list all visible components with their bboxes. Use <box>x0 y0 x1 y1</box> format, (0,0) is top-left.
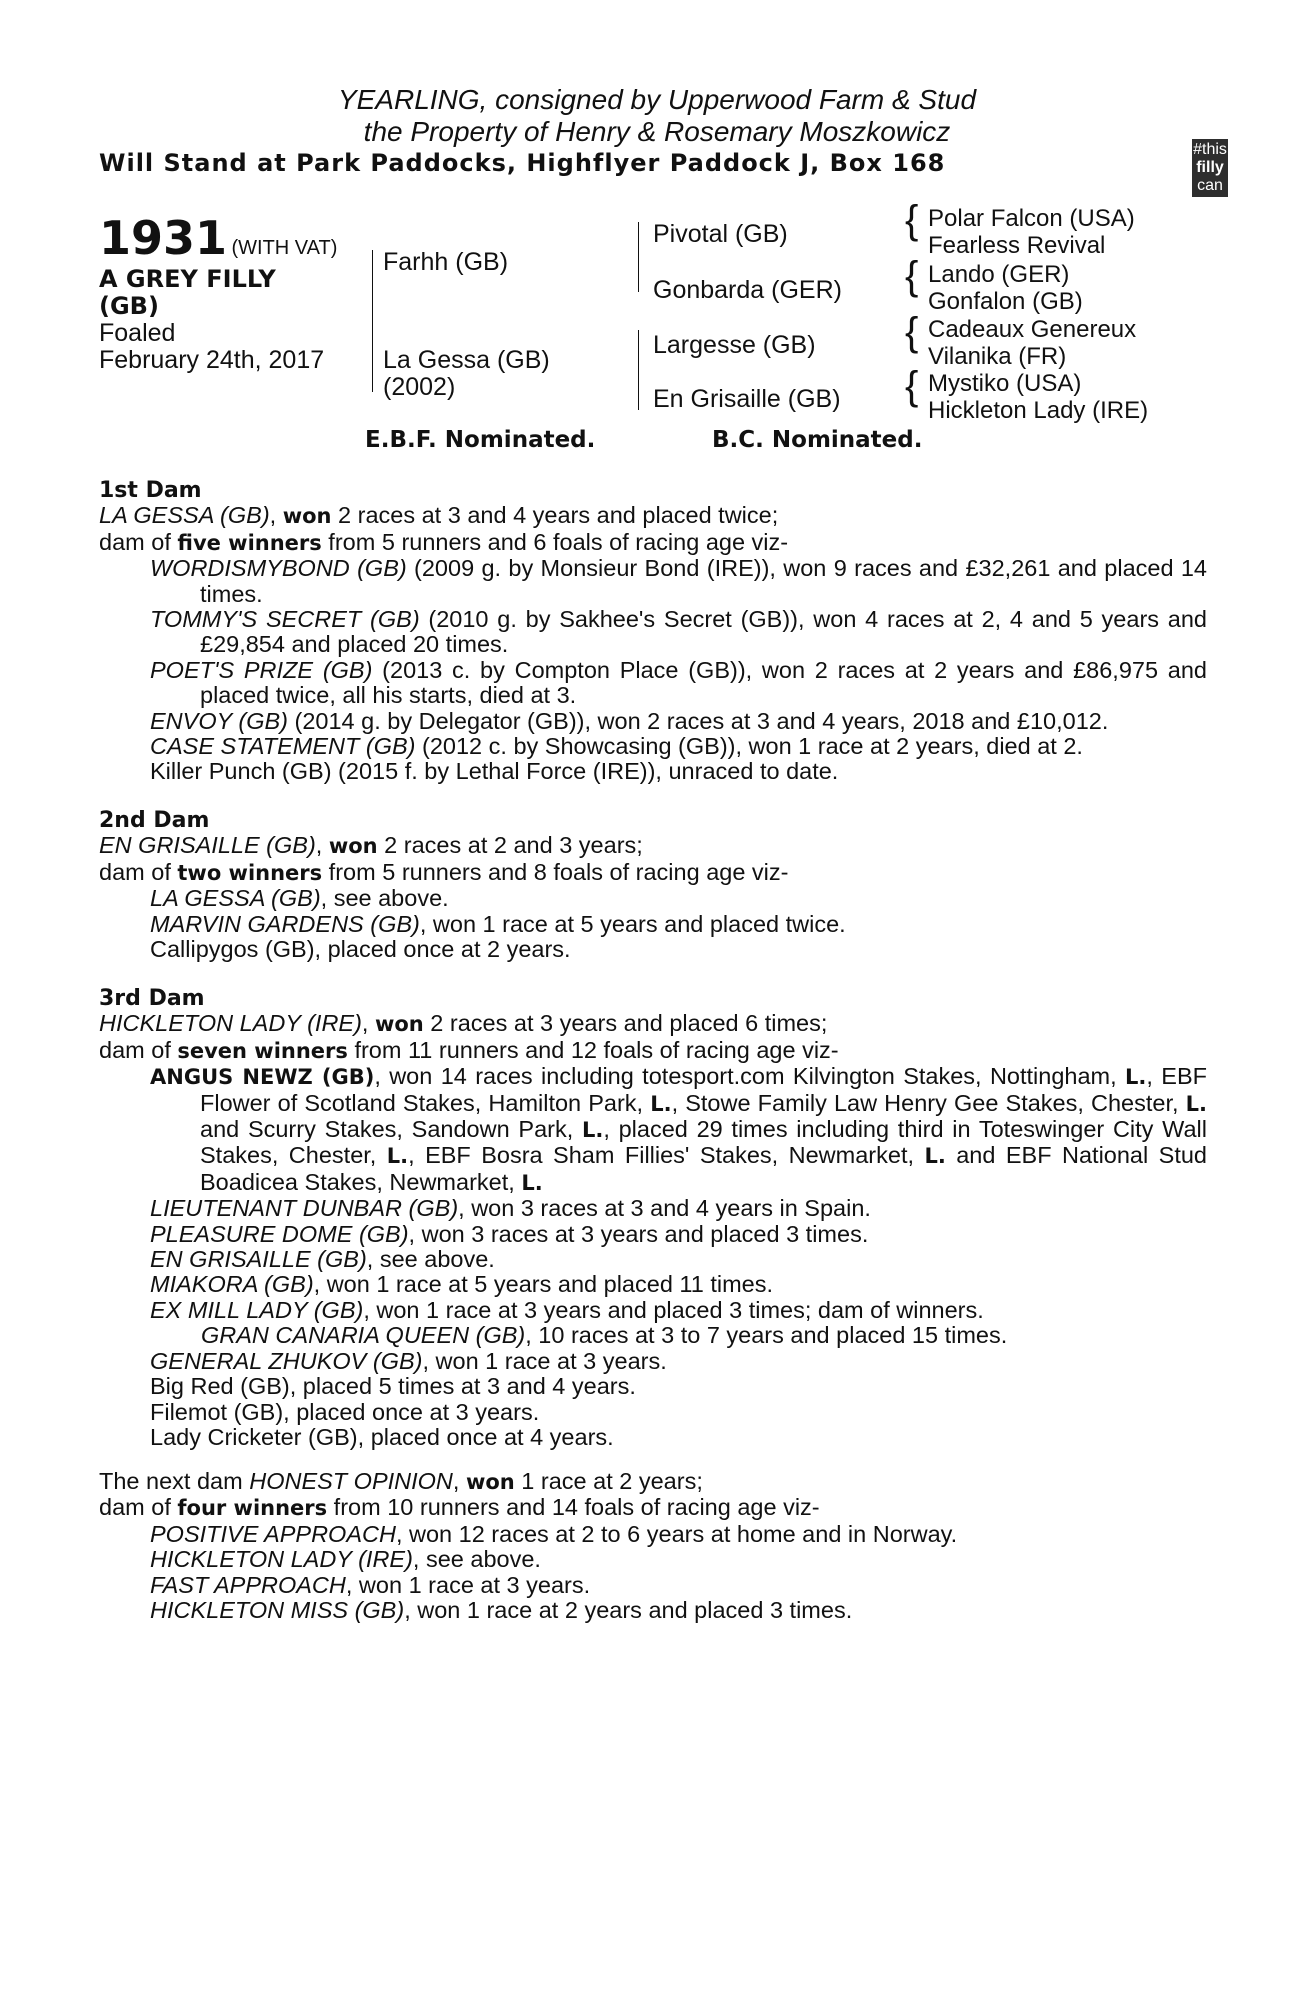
dam-intro: HICKLETON LADY (IRE), won 2 races at 3 years and placed 6 times; <box>99 1010 828 1037</box>
dam-bracket <box>638 330 639 410</box>
progeny-entry: LA GESSA (GB), see above. <box>150 885 449 912</box>
pedigree-sire-sire: Pivotal (GB) <box>653 220 788 248</box>
next-dam-section <box>99 1469 1207 1623</box>
third-dam-section <box>99 986 1207 1450</box>
progeny-entry: WORDISMYBOND (GB) (2009 g. by Monsieur Bond (IRE)), won 9 races and £32,261 and placed 14 times. <box>150 555 1208 607</box>
progeny-entry-black-type: ANGUS NEWZ (GB), won 14 races including totesport.com Kilvington Stakes, Nottingham, L., EBF Flower of Scotland Stakes, Hamilton Park, L., Stowe Family Law Henry Gee Stakes, Chester, L. and Scurry Stakes, Sandown Park, L., placed 29 times including third in Toteswinger City Wall Stakes, Chester, L., EBF Bosra Sham Fillies' Stakes, Newmarket, L. and EBF National Stud Boadicea Stakes, Newmarket, L. <box>150 1063 1208 1195</box>
pedigree-dam-sire: Largesse (GB) <box>653 331 816 359</box>
sire-bracket <box>638 222 639 292</box>
ggp-8: Hickleton Lady (IRE) <box>928 397 1149 424</box>
progeny-entry: CASE STATEMENT (GB) (2012 c. by Showcasing (GB)), won 1 race at 2 years, died at 2. <box>150 733 1083 760</box>
progeny-entry: GENERAL ZHUKOV (GB), won 1 race at 3 years. <box>150 1347 667 1374</box>
dam-intro: EN GRISAILLE (GB), won 2 races at 2 and 3 years; <box>99 832 643 859</box>
progeny-entry: MARVIN GARDENS (GB), won 1 race at 5 years and placed twice. <box>150 910 846 937</box>
progeny-entry: POSITIVE APPROACH, won 12 races at 2 to 6 years at home and in Norway. <box>150 1520 958 1547</box>
ebf-nominated: E.B.F. Nominated. <box>365 427 596 453</box>
progeny-entry: ENVOY (GB) (2014 g. by Delegator (GB)), won 2 races at 3 and 4 years, 2018 and £10,012. <box>150 707 1109 734</box>
dam-intro: The next dam HONEST OPINION, won 1 race at 2 years; <box>99 1468 703 1494</box>
horse-country: (GB) <box>99 292 159 320</box>
section-title: 3rd Dam <box>99 986 205 1011</box>
pedigree-dam: La Gessa (GB) <box>383 346 550 374</box>
progeny-entry: EN GRISAILLE (GB), see above. <box>150 1246 495 1273</box>
progeny-entry: MIAKORA (GB), won 1 race at 5 years and placed 11 times. <box>150 1271 774 1298</box>
progeny-entry: Callipygos (GB), placed once at 2 years. <box>150 936 571 963</box>
sire-dam-bracket <box>372 250 373 392</box>
progeny-entry: TOMMY'S SECRET (GB) (2010 g. by Sakhee's Secret (GB)), won 4 races at 2, 4 and 5 years and £29,854 and placed 20 times. <box>150 606 1207 658</box>
progeny-entry: PLEASURE DOME (GB), won 3 races at 3 years and placed 3 times. <box>150 1220 869 1247</box>
ggp-4: Gonfalon (GB) <box>928 288 1083 315</box>
progeny-entry: Filemot (GB), placed once at 3 years. <box>150 1398 540 1425</box>
second-dam-section <box>99 808 1207 962</box>
header-location-line: Will Stand at Park Paddocks, Highflyer Paddock J, Box 168 <box>99 149 946 177</box>
lot-number: 1931 <box>99 211 228 265</box>
header-property-line: the Property of Henry & Rosemary Moszkowicz <box>363 116 951 147</box>
first-dam-section <box>99 478 1207 785</box>
dam-intro: LA GESSA (GB), won 2 races at 3 and 4 years and placed twice; <box>99 502 779 529</box>
progeny-entry: Killer Punch (GB) (2015 f. by Lethal Force (IRE)), unraced to date. <box>150 758 839 785</box>
ggp-3: Lando (GER) <box>928 261 1070 288</box>
ggp-6: Vilanika (FR) <box>928 343 1067 370</box>
horse-description: A GREY FILLY <box>99 265 276 293</box>
ggp-brace-4: { <box>905 364 919 408</box>
progeny-entry: FAST APPROACH, won 1 race at 3 years. <box>150 1571 591 1598</box>
progeny-entry: HICKLETON MISS (GB), won 1 race at 2 years and placed 3 times. <box>150 1597 853 1624</box>
grand-progeny-entry: GRAN CANARIA QUEEN (GB), 10 races at 3 to 7 years and placed 15 times. <box>201 1322 1008 1349</box>
section-title: 2nd Dam <box>99 808 210 833</box>
progeny-entry: Lady Cricketer (GB), placed once at 4 years. <box>150 1423 614 1450</box>
vat-label: (WITH VAT) <box>231 237 338 259</box>
foaled-date: February 24th, 2017 <box>99 346 325 374</box>
pedigree-sire: Farhh (GB) <box>383 248 509 276</box>
progeny-entry: Big Red (GB), placed 5 times at 3 and 4 years. <box>150 1373 636 1400</box>
ggp-1: Polar Falcon (USA) <box>928 205 1135 232</box>
ggp-brace-1: { <box>905 198 919 242</box>
dam-of-line: dam of four winners from 10 runners and 14 foals of racing age viz- <box>99 1494 820 1521</box>
ggp-7: Mystiko (USA) <box>928 370 1082 397</box>
section-title: 1st Dam <box>99 478 202 503</box>
dam-of-line: dam of seven winners from 11 runners and 12 foals of racing age viz- <box>99 1036 839 1063</box>
dam-of-line: dam of five winners from 5 runners and 6 foals of racing age viz- <box>99 528 789 555</box>
progeny-entry: POET'S PRIZE (GB) (2013 c. by Compton Place (GB)), won 2 races at 2 years and £86,975 and placed twice, all his starts, died at 3. <box>150 656 1207 709</box>
pedigree-dam-year: (2002) <box>383 373 456 401</box>
progeny-entry: LIEUTENANT DUNBAR (GB), won 3 races at 3 and 4 years in Spain. <box>150 1195 871 1222</box>
progeny-entry: EX MILL LADY (GB), won 1 race at 3 years and placed 3 times; dam of winners. <box>150 1296 984 1323</box>
lot-number-block <box>99 211 337 265</box>
ggp-brace-3: { <box>905 310 919 354</box>
ggp-5: Cadeaux Genereux <box>928 316 1137 343</box>
this-filly-can-logo: #this filly can <box>1192 139 1228 197</box>
pedigree-dam-dam: En Grisaille (GB) <box>653 385 841 413</box>
dam-of-line: dam of two winners from 5 runners and 8 foals of racing age viz- <box>99 858 789 885</box>
header-consignor-line: YEARLING, consigned by Upperwood Farm & Stud <box>337 84 977 115</box>
foaled-label: Foaled <box>99 319 176 347</box>
progeny-entry: HICKLETON LADY (IRE), see above. <box>150 1546 541 1573</box>
ggp-2: Fearless Revival <box>928 232 1106 259</box>
pedigree-sire-dam: Gonbarda (GER) <box>653 276 842 304</box>
bc-nominated: B.C. Nominated. <box>712 427 923 453</box>
ggp-brace-2: { <box>905 254 919 298</box>
